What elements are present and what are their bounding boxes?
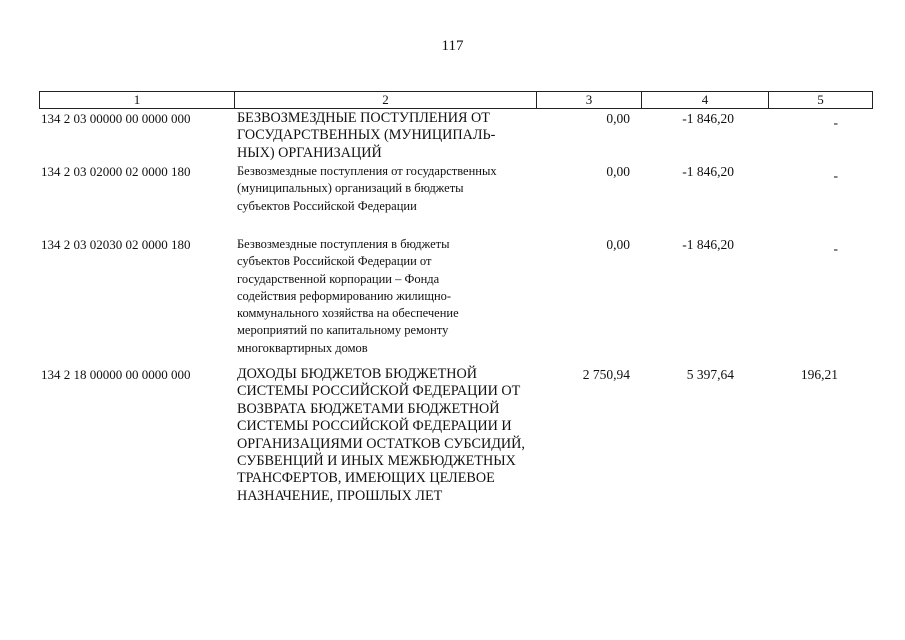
row-code: 134 2 03 00000 00 0000 000 <box>41 111 191 126</box>
page-number: 117 <box>441 38 464 54</box>
header-col-5: 5 <box>817 92 824 107</box>
row-value-3: 2 750,94 <box>582 367 630 382</box>
row-name: БЕЗВОЗМЕЗДНЫЕ ПОСТУПЛЕНИЯ ОТ ГОСУДАРСТВЕННЫХ (МУНИЦИПАЛЬ- НЫХ) ОРГАНИЗАЦИЙ <box>237 110 496 161</box>
header-col-3: 3 <box>537 92 642 108</box>
row-value-5: - <box>833 241 838 256</box>
row-value-3: 0,00 <box>606 237 630 252</box>
row-value-3: 0,00 <box>606 111 630 126</box>
row-name: ДОХОДЫ БЮДЖЕТОВ БЮДЖЕТНОЙ СИСТЕМЫ РОССИЙСКОЙ ФЕДЕРАЦИИ ОТ ВОЗВРАТА БЮДЖЕТАМИ БЮДЖЕТНОЙ СИСТЕМЫ РОССИЙСКОЙ ФЕДЕРАЦИИ И ОРГАНИЗАЦИЯМИ ОСТАТКОВ СУБСИДИЙ, СУБВЕНЦИЙ И ИНЫХ МЕЖБЮДЖЕТНЫХ ТРАНСФЕРТОВ, ИМЕЮЩИХ ЦЕЛЕВОЕ НАЗНАЧЕНИЕ, ПРОШЛЫХ ЛЕТ <box>237 366 525 504</box>
row-value-5: - <box>833 115 838 130</box>
row-name: Безвозмездные поступления от государственных (муниципальных) организаций в бюджеты субъектов Российской Федерации <box>237 164 497 213</box>
row-code: 134 2 18 00000 00 0000 000 <box>41 367 191 382</box>
table-header <box>39 91 873 109</box>
header-col-4: 4 <box>642 92 769 108</box>
header-col-2: 2 <box>235 92 537 108</box>
row-code: 134 2 03 02030 02 0000 180 <box>41 237 191 252</box>
row-value-4: -1 846,20 <box>682 111 734 126</box>
row-name: Безвозмездные поступления в бюджеты субъектов Российской Федерации от государственной корпорации – Фонда содействия реформированию жилищно- коммунального хозяйства на обеспечение мероприятий по капитальному ремонту многоквартирных домов <box>237 237 459 355</box>
header-col-1: 1 <box>40 92 235 108</box>
row-value-4: -1 846,20 <box>682 164 734 179</box>
row-value-5: 196,21 <box>800 367 838 382</box>
row-value-5: - <box>833 168 838 183</box>
row-value-4: -1 846,20 <box>682 237 734 252</box>
row-value-4: 5 397,64 <box>686 367 734 382</box>
row-code: 134 2 03 02000 02 0000 180 <box>41 164 191 179</box>
row-value-3: 0,00 <box>606 164 630 179</box>
